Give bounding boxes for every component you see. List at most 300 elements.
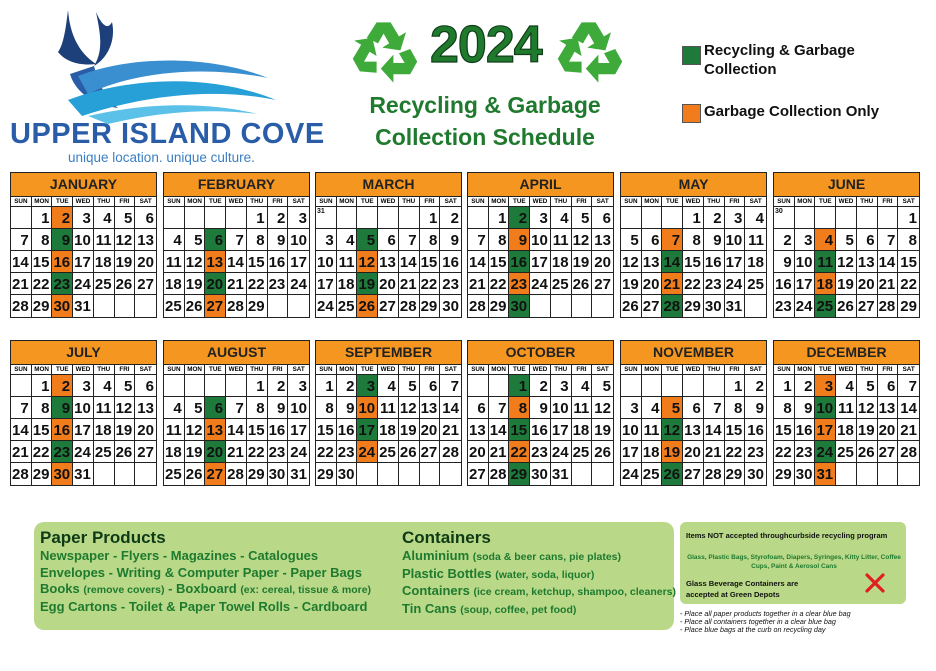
empty-cell — [357, 463, 378, 485]
day-cell: 3 — [73, 207, 94, 229]
month-may — [620, 172, 767, 318]
day-cell: 26 — [115, 273, 136, 295]
day-cell-garbage: 12 — [357, 251, 378, 273]
day-cell: 26 — [592, 441, 613, 463]
weekday-label: SUN — [164, 365, 185, 374]
logo-tagline: unique location. unique culture. — [68, 150, 255, 165]
day-cell: 18 — [164, 441, 185, 463]
day-cell: 13 — [420, 397, 441, 419]
day-cell: 31 — [551, 463, 572, 485]
weekday-header — [468, 197, 613, 207]
day-cell: 16 — [268, 419, 289, 441]
day-cell: 14 — [226, 419, 247, 441]
day-cell: 27 — [135, 441, 156, 463]
weekday-label: THU — [704, 197, 725, 206]
day-cell: 25 — [94, 441, 115, 463]
day-cell: 3 — [795, 229, 816, 251]
day-cell: 8 — [898, 229, 919, 251]
recycle-icon — [350, 14, 420, 84]
day-cell: 1 — [725, 375, 746, 397]
day-cell: 7 — [898, 375, 919, 397]
containers-line: Tin Cans (soup, coffee, pet food) — [402, 600, 577, 616]
day-cell: 18 — [378, 419, 399, 441]
day-cell-recycling: 23 — [52, 441, 73, 463]
day-cell: 4 — [164, 229, 185, 251]
day-cell-recycling: 23 — [52, 273, 73, 295]
empty-cell — [357, 207, 378, 229]
day-cell: 17 — [288, 419, 309, 441]
weekday-label: FRI — [725, 197, 746, 206]
day-cell: 12 — [185, 419, 206, 441]
weekday-label: FRI — [115, 197, 136, 206]
day-cell-garbage: 27 — [205, 295, 226, 317]
weekday-label: TUE — [509, 197, 530, 206]
empty-cell — [378, 463, 399, 485]
month-june — [773, 172, 920, 318]
empty-cell — [205, 207, 226, 229]
day-cell: 12 — [572, 229, 593, 251]
day-cell-recycling: 6 — [205, 397, 226, 419]
month-september — [315, 340, 462, 486]
day-cell: 7 — [468, 229, 489, 251]
day-cell: 28 — [489, 463, 510, 485]
empty-cell — [642, 207, 663, 229]
month-name: MARCH — [316, 173, 461, 197]
day-cell: 26 — [185, 463, 206, 485]
day-cell: 5 — [621, 229, 642, 251]
day-cell-garbage: 9 — [509, 229, 530, 251]
day-cell: 10 — [288, 229, 309, 251]
day-cell-recycling: 28 — [662, 295, 683, 317]
day-cell: 24 — [551, 441, 572, 463]
day-cell: 12 — [115, 397, 136, 419]
weekday-label: THU — [399, 365, 420, 374]
day-cell-garbage: 16 — [52, 419, 73, 441]
day-cell: 18 — [164, 273, 185, 295]
day-cell: 4 — [572, 375, 593, 397]
day-cell: 11 — [164, 419, 185, 441]
day-cell: 13 — [378, 251, 399, 273]
day-cell: 26 — [621, 295, 642, 317]
weekday-label: FRI — [878, 197, 899, 206]
day-cell-recycling: 5 — [357, 229, 378, 251]
day-cell: 16 — [795, 419, 816, 441]
empty-cell — [11, 207, 32, 229]
day-cell: 21 — [489, 441, 510, 463]
day-cell: 5 — [592, 375, 613, 397]
day-cell: 17 — [73, 251, 94, 273]
empty-cell — [420, 463, 441, 485]
day-cell: 14 — [489, 419, 510, 441]
weekday-label: TUE — [662, 365, 683, 374]
day-cell: 25 — [745, 273, 766, 295]
day-cell: 6 — [857, 229, 878, 251]
day-cell-garbage: 23 — [509, 273, 530, 295]
day-cell: 8 — [32, 229, 53, 251]
weekday-header — [621, 197, 766, 207]
logo-wordmark: UPPER ISLAND COVE — [10, 118, 325, 150]
weekday-label: TUE — [357, 365, 378, 374]
weekday-header — [11, 365, 156, 375]
day-cell: 22 — [247, 273, 268, 295]
day-cell: 1 — [32, 207, 53, 229]
day-cell: 18 — [572, 419, 593, 441]
containers-heading: Containers — [402, 528, 491, 547]
empty-cell — [440, 463, 461, 485]
day-cell: 7 — [489, 397, 510, 419]
day-cell: 27 — [420, 441, 441, 463]
empty-cell — [745, 295, 766, 317]
day-cell: 27 — [468, 463, 489, 485]
not-accepted-items: Glass, Plastic Bags, Styrofoam, Diapers, Syringes, Kitty Litter, Coffee Cups, Paint & Aerosol Cans — [687, 554, 901, 570]
day-cell: 30 — [704, 295, 725, 317]
day-cell: 9 — [704, 229, 725, 251]
weekday-label: SUN — [164, 197, 185, 206]
empty-cell — [857, 463, 878, 485]
weekday-label: SAT — [902, 366, 915, 373]
weekday-label: SUN — [468, 197, 489, 206]
weekday-label: MON — [795, 197, 816, 206]
day-cell: 18 — [642, 441, 663, 463]
weekday-label: SAT — [292, 366, 305, 373]
weekday-label: TUE — [815, 365, 836, 374]
day-cell: 27 — [592, 273, 613, 295]
day-cell-recycling: 15 — [509, 419, 530, 441]
day-cell-garbage: 7 — [662, 229, 683, 251]
weekday-label: SAT — [902, 198, 915, 205]
legend-label-garbage: Garbage Collection Only — [704, 103, 880, 120]
day-cell: 21 — [704, 441, 725, 463]
day-cell: 21 — [11, 441, 32, 463]
day-cell: 21 — [11, 273, 32, 295]
weekday-label: SUN — [774, 197, 795, 206]
day-cell: 10 — [73, 397, 94, 419]
day-cell-garbage: 19 — [662, 441, 683, 463]
empty-cell — [11, 375, 32, 397]
day-cell: 21 — [468, 273, 489, 295]
day-cell: 23 — [774, 295, 795, 317]
day-cell: 17 — [621, 441, 642, 463]
weekday-label: MON — [185, 365, 206, 374]
instruction-note: - Place all paper products together in a clear blue bag — [680, 609, 851, 618]
day-cell-recycling: 30 — [509, 295, 530, 317]
empty-cell — [135, 295, 156, 317]
month-december — [773, 340, 920, 486]
weekday-header — [164, 365, 309, 375]
month-march — [315, 172, 462, 318]
day-cell: 12 — [185, 251, 206, 273]
weekday-label: WED — [683, 365, 704, 374]
day-cell: 3 — [73, 375, 94, 397]
day-cell: 28 — [440, 441, 461, 463]
day-cell: 24 — [621, 463, 642, 485]
day-cell: 25 — [642, 463, 663, 485]
paper-line: Books (remove covers) - Boxboard (ex: cereal, tissue & more) — [40, 581, 372, 596]
weekday-label: SAT — [596, 366, 609, 373]
day-grid — [11, 207, 156, 317]
empty-cell — [815, 207, 836, 229]
day-cell: 6 — [378, 229, 399, 251]
empty-cell — [337, 207, 358, 229]
day-cell-recycling: 12 — [662, 419, 683, 441]
day-cell-garbage: 31 — [815, 463, 836, 485]
weekday-label: FRI — [572, 365, 593, 374]
month-name: JULY — [11, 341, 156, 365]
weekday-label: FRI — [725, 365, 746, 374]
day-cell: 5 — [185, 229, 206, 251]
day-cell: 14 — [468, 251, 489, 273]
day-cell: 19 — [572, 251, 593, 273]
empty-cell — [399, 207, 420, 229]
day-cell: 16 — [704, 251, 725, 273]
day-cell-recycling: 25 — [815, 295, 836, 317]
day-cell: 29 — [32, 295, 53, 317]
containers-section — [402, 528, 676, 618]
weekday-label: MON — [32, 197, 53, 206]
day-cell: 18 — [745, 251, 766, 273]
empty-cell — [683, 375, 704, 397]
day-cell: 1 — [32, 375, 53, 397]
empty-cell — [226, 207, 247, 229]
day-cell: 12 — [592, 397, 613, 419]
day-cell: 2 — [440, 207, 461, 229]
empty-cell — [226, 375, 247, 397]
day-cell: 28 — [11, 295, 32, 317]
day-cell: 9 — [774, 251, 795, 273]
day-cell: 11 — [745, 229, 766, 251]
day-cell: 12 — [857, 397, 878, 419]
weekday-label: SUN — [316, 365, 337, 374]
day-cell: 2 — [704, 207, 725, 229]
day-cell: 2 — [774, 229, 795, 251]
day-cell-garbage: 30 — [52, 295, 73, 317]
day-cell: 6 — [592, 207, 613, 229]
day-cell: 11 — [572, 397, 593, 419]
day-cell: 3 — [725, 207, 746, 229]
day-cell: 5 — [115, 207, 136, 229]
day-cell: 6 — [135, 375, 156, 397]
weekday-label: TUE — [357, 197, 378, 206]
empty-cell — [898, 463, 919, 485]
day-cell: 14 — [399, 251, 420, 273]
day-cell: 20 — [135, 251, 156, 273]
day-cell: 8 — [32, 397, 53, 419]
day-cell: 13 — [592, 229, 613, 251]
day-cell: 22 — [898, 273, 919, 295]
day-cell: 7 — [226, 397, 247, 419]
instruction-note: - Place all containers together in a clear blue bag — [680, 617, 836, 626]
day-cell: 21 — [399, 273, 420, 295]
weekday-label: MON — [489, 365, 510, 374]
day-cell: 20 — [642, 273, 663, 295]
day-cell: 16 — [440, 251, 461, 273]
weekday-label: WED — [530, 197, 551, 206]
day-cell: 11 — [94, 397, 115, 419]
month-january — [10, 172, 157, 318]
day-cell: 28 — [878, 295, 899, 317]
weekday-label: THU — [551, 365, 572, 374]
day-cell: 27 — [857, 295, 878, 317]
weekday-header — [164, 197, 309, 207]
legend-swatch-orange — [682, 104, 701, 123]
weekday-label: MON — [185, 197, 206, 206]
day-cell: 15 — [774, 419, 795, 441]
day-cell-garbage: 18 — [815, 273, 836, 295]
day-cell: 8 — [316, 397, 337, 419]
weekday-label: TUE — [205, 365, 226, 374]
day-cell: 23 — [268, 441, 289, 463]
instruction-note: - Place blue bags at the curb on recycling day — [680, 625, 826, 634]
day-cell: 10 — [288, 397, 309, 419]
day-cell: 29 — [420, 295, 441, 317]
weekday-label: SAT — [444, 198, 457, 205]
day-cell: 3 — [551, 375, 572, 397]
day-cell-recycling: 10 — [815, 397, 836, 419]
day-cell: 17 — [288, 251, 309, 273]
day-cell-garbage: 22 — [509, 441, 530, 463]
day-cell: 19 — [399, 419, 420, 441]
day-cell-garbage: 21 — [662, 273, 683, 295]
day-cell: 13 — [857, 251, 878, 273]
month-name: MAY — [621, 173, 766, 197]
day-cell: 14 — [704, 419, 725, 441]
weekday-label: SUN — [11, 197, 32, 206]
day-cell: 9 — [745, 397, 766, 419]
day-cell: 22 — [725, 441, 746, 463]
containers-line: Containers (ice cream, ketchup, shampoo, cleaners) — [402, 583, 677, 598]
day-cell: 22 — [489, 273, 510, 295]
day-cell: 17 — [530, 251, 551, 273]
day-cell: 12 — [399, 397, 420, 419]
day-cell: 1 — [247, 375, 268, 397]
day-cell: 8 — [683, 229, 704, 251]
day-cell: 29 — [683, 295, 704, 317]
weekday-label: WED — [836, 197, 857, 206]
empty-cell — [795, 207, 816, 229]
day-cell-recycling: 11 — [815, 251, 836, 273]
weekday-label: TUE — [815, 197, 836, 206]
empty-cell — [592, 463, 613, 485]
month-name: JUNE — [774, 173, 919, 197]
day-cell: 18 — [337, 273, 358, 295]
year-heading: 2024 — [430, 16, 542, 74]
day-cell: 1 — [420, 207, 441, 229]
day-cell: 13 — [878, 397, 899, 419]
day-cell: 9 — [268, 229, 289, 251]
day-cell-garbage: 2 — [52, 375, 73, 397]
day-cell-overflow: 31 — [316, 207, 337, 229]
day-cell: 10 — [551, 397, 572, 419]
day-cell: 26 — [185, 295, 206, 317]
day-cell: 16 — [530, 419, 551, 441]
weekday-label: WED — [530, 365, 551, 374]
day-cell: 1 — [247, 207, 268, 229]
day-cell: 2 — [745, 375, 766, 397]
day-cell: 2 — [795, 375, 816, 397]
day-cell: 27 — [135, 273, 156, 295]
day-cell: 25 — [337, 295, 358, 317]
day-cell: 20 — [857, 273, 878, 295]
day-cell: 2 — [268, 207, 289, 229]
empty-cell — [115, 463, 136, 485]
day-cell: 24 — [73, 441, 94, 463]
day-cell: 10 — [725, 229, 746, 251]
month-name: DECEMBER — [774, 341, 919, 365]
empty-cell — [468, 375, 489, 397]
day-cell: 1 — [316, 375, 337, 397]
day-cell: 29 — [489, 295, 510, 317]
day-cell: 15 — [489, 251, 510, 273]
month-name: OCTOBER — [468, 341, 613, 365]
day-grid — [164, 375, 309, 485]
day-cell: 21 — [226, 273, 247, 295]
day-cell: 9 — [440, 229, 461, 251]
weekday-header — [621, 365, 766, 375]
day-cell: 11 — [164, 251, 185, 273]
day-cell: 17 — [795, 273, 816, 295]
day-cell: 28 — [898, 441, 919, 463]
day-cell: 29 — [32, 463, 53, 485]
day-cell-garbage: 3 — [815, 375, 836, 397]
empty-cell — [205, 375, 226, 397]
day-cell: 11 — [378, 397, 399, 419]
empty-cell — [288, 295, 309, 317]
day-cell: 5 — [836, 229, 857, 251]
day-cell: 30 — [442, 298, 459, 315]
day-cell-recycling: 17 — [357, 419, 378, 441]
day-cell: 8 — [489, 229, 510, 251]
day-cell: 28 — [11, 463, 32, 485]
not-accepted-title: Items NOT accepted throughcurbside recycling program — [686, 531, 888, 540]
day-cell: 1 — [489, 207, 510, 229]
day-cell-recycling: 3 — [357, 375, 378, 397]
empty-cell — [551, 295, 572, 317]
weekday-label: SUN — [11, 365, 32, 374]
day-cell: 16 — [774, 273, 795, 295]
weekday-label: THU — [399, 197, 420, 206]
day-cell: 22 — [32, 273, 53, 295]
day-cell: 1 — [683, 207, 704, 229]
day-cell: 25 — [836, 441, 857, 463]
day-cell: 22 — [774, 441, 795, 463]
day-cell: 7 — [11, 229, 32, 251]
day-cell-garbage: 16 — [52, 251, 73, 273]
day-cell: 2 — [337, 375, 358, 397]
weekday-label: SUN — [316, 197, 337, 206]
weekday-label: TUE — [205, 197, 226, 206]
weekday-header — [11, 197, 156, 207]
day-cell: 8 — [420, 229, 441, 251]
day-cell-garbage: 10 — [357, 397, 378, 419]
day-cell: 21 — [878, 273, 899, 295]
paper-heading: Paper Products — [40, 528, 166, 547]
day-cell: 28 — [226, 295, 247, 317]
empty-cell — [878, 207, 899, 229]
day-cell: 22 — [683, 273, 704, 295]
weekday-label: THU — [857, 197, 878, 206]
day-cell: 10 — [530, 229, 551, 251]
day-cell: 5 — [572, 207, 593, 229]
day-cell: 28 — [704, 463, 725, 485]
containers-line: Plastic Bottles (water, soda, liquor) — [402, 565, 595, 581]
day-cell: 29 — [247, 295, 268, 317]
day-cell: 5 — [115, 375, 136, 397]
weekday-label: SAT — [444, 366, 457, 373]
day-grid — [164, 207, 309, 317]
day-cell: 18 — [94, 419, 115, 441]
weekday-label: SAT — [749, 366, 762, 373]
day-cell-recycling: 1 — [509, 375, 530, 397]
